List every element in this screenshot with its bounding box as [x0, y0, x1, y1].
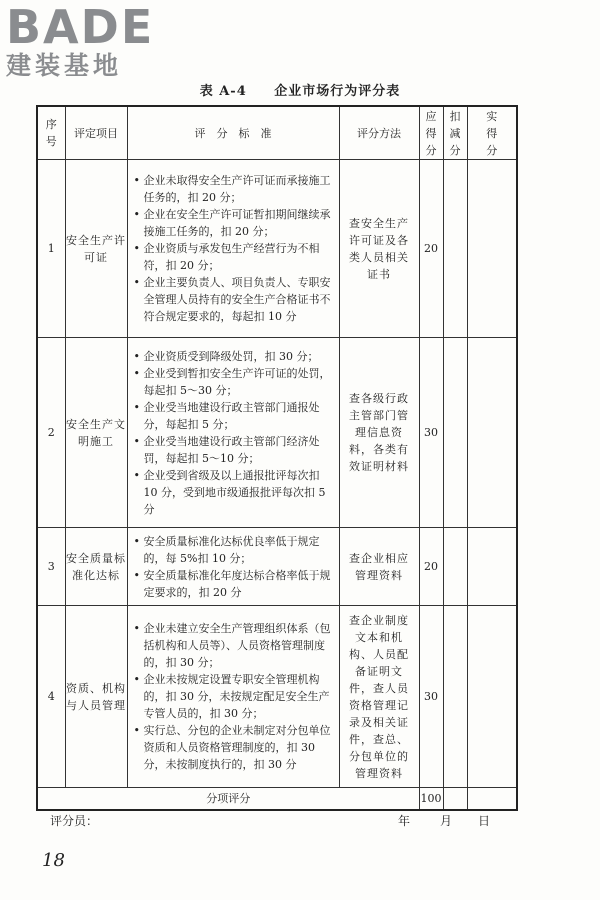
date-year: 年: [398, 814, 411, 828]
standard-item: • 企业未按规定设置专职安全管理机构的，扣 30 分，未按规定配足安全生产专管人员的，扣 30 分；: [134, 671, 335, 722]
header-no: [37, 106, 65, 160]
row-score: 20: [419, 528, 443, 606]
standard-item: • 企业受到暂扣安全生产许可证的处罚，每起扣 5～30 分；: [134, 365, 335, 399]
summary-deduct: [443, 788, 467, 810]
table-caption: [0, 80, 600, 99]
row-deduct: [443, 606, 467, 788]
header-score-3: 分: [425, 143, 437, 157]
row-actual: [467, 606, 517, 788]
standard-item: • 企业未建立安全生产管理组织体系（包括机构和人员等）、人员资格管理制度的，扣 30 分；: [134, 620, 335, 671]
header-score-1: 应: [425, 109, 437, 123]
row-deduct: [443, 338, 467, 528]
row-score: 30: [419, 338, 443, 528]
header-no-1: 序: [45, 118, 57, 131]
row-no: 4: [37, 606, 65, 788]
row-item: 安全生产许可证: [65, 160, 127, 338]
header-standard: 评 分 标 准: [127, 106, 339, 160]
row-deduct: [443, 528, 467, 606]
row-no: 3: [37, 528, 65, 606]
row-standards: [127, 338, 339, 528]
row-method: 查各级行政主管部门管理信息资料，各类有效证明材料: [339, 338, 419, 528]
table-row: [37, 606, 517, 788]
standard-item: • 企业未取得安全生产许可证而承接施工任务的，扣 20 分；: [134, 172, 335, 206]
header-actual-1: 实: [486, 109, 498, 123]
row-standards: [127, 160, 339, 338]
standard-item: • 企业受当地建设行政主管部门通报处分，每起扣 5 分；: [134, 399, 335, 433]
logo-subtitle: 建装基地: [6, 51, 123, 80]
table-row: [37, 528, 517, 606]
logo-wordmark: BADE: [6, 0, 155, 54]
row-actual: [467, 528, 517, 606]
date-day: 日: [478, 814, 491, 828]
header-actual-2: 得: [486, 126, 498, 140]
header-item: 评定项目: [65, 106, 127, 160]
table-number: 表 A-4: [199, 84, 247, 99]
table-row: [37, 160, 517, 338]
scoring-table: [36, 105, 518, 811]
standard-item: • 安全质量标准化年度达标合格率低于规定要求的，扣 20 分: [134, 567, 335, 601]
table-title: 企业市场行为评分表: [274, 84, 401, 99]
header-row: [37, 106, 517, 160]
header-actual-3: 分: [486, 143, 498, 157]
row-no: 2: [37, 338, 65, 528]
row-method: 查企业相应管理资料: [339, 528, 419, 606]
row-standards: [127, 528, 339, 606]
standard-item: • 安全质量标准化达标优良率低于规定的，每 5%扣 10 分；: [134, 533, 335, 567]
row-item: 安全生产文明施工: [65, 338, 127, 528]
standard-item: • 实行总、分包的企业未制定对分包单位资质和人员资格管理制度的，扣 30 分，未按制度执行的，扣 30 分: [134, 722, 335, 773]
table-row: [37, 338, 517, 528]
summary-label: 分项评分: [37, 788, 419, 810]
row-actual: [467, 160, 517, 338]
summary-row: [37, 788, 517, 810]
row-standards: [127, 606, 339, 788]
header-deduct-1: 扣: [449, 109, 461, 123]
rater-label: 评分员：: [50, 814, 99, 828]
standard-item: • 企业在安全生产许可证暂扣期间继续承接施工任务的，扣 20 分；: [134, 206, 335, 240]
row-method: 查安全生产许可证及各类人员相关证书: [339, 160, 419, 338]
standard-item: • 企业受到省级及以上通报批评每次扣 10 分，受到地市级通报批评每次扣 5 分: [134, 467, 335, 518]
summary-score: 100: [419, 788, 443, 810]
header-no-2: 号: [45, 135, 57, 148]
header-score: [419, 106, 443, 160]
header-deduct-3: 分: [449, 143, 461, 157]
standard-item: • 企业受当地建设行政主管部门经济处罚，每起扣 5～10 分；: [134, 433, 335, 467]
row-item: 资质、机构与人员管理: [65, 606, 127, 788]
header-method: 评分方法: [339, 106, 419, 160]
row-score: 30: [419, 606, 443, 788]
standard-item: • 企业主要负责人、项目负责人、专职安全管理人员持有的安全生产合格证书不符合规定要求的，每起扣 10 分: [134, 274, 335, 325]
row-no: 1: [37, 160, 65, 338]
row-method: 查企业制度文本和机构、人员配备证明文件，查人员资格管理记录及相关证件，查总、分包单位的管理资料: [339, 606, 419, 788]
page-number: 18: [42, 850, 65, 871]
standard-item: • 企业资质与承发包生产经营行为不相符，扣 20 分；: [134, 240, 335, 274]
row-actual: [467, 338, 517, 528]
header-score-2: 得: [425, 126, 437, 140]
row-deduct: [443, 160, 467, 338]
row-item: 安全质量标准化达标: [65, 528, 127, 606]
header-deduct-2: 减: [449, 126, 461, 140]
date-month: 月: [440, 814, 453, 828]
publisher-logo: [6, 0, 176, 82]
standard-item: • 企业资质受到降级处罚，扣 30 分；: [134, 348, 335, 365]
header-deduct: [443, 106, 467, 160]
header-actual: [467, 106, 517, 160]
row-score: 20: [419, 160, 443, 338]
summary-actual: [467, 788, 517, 810]
